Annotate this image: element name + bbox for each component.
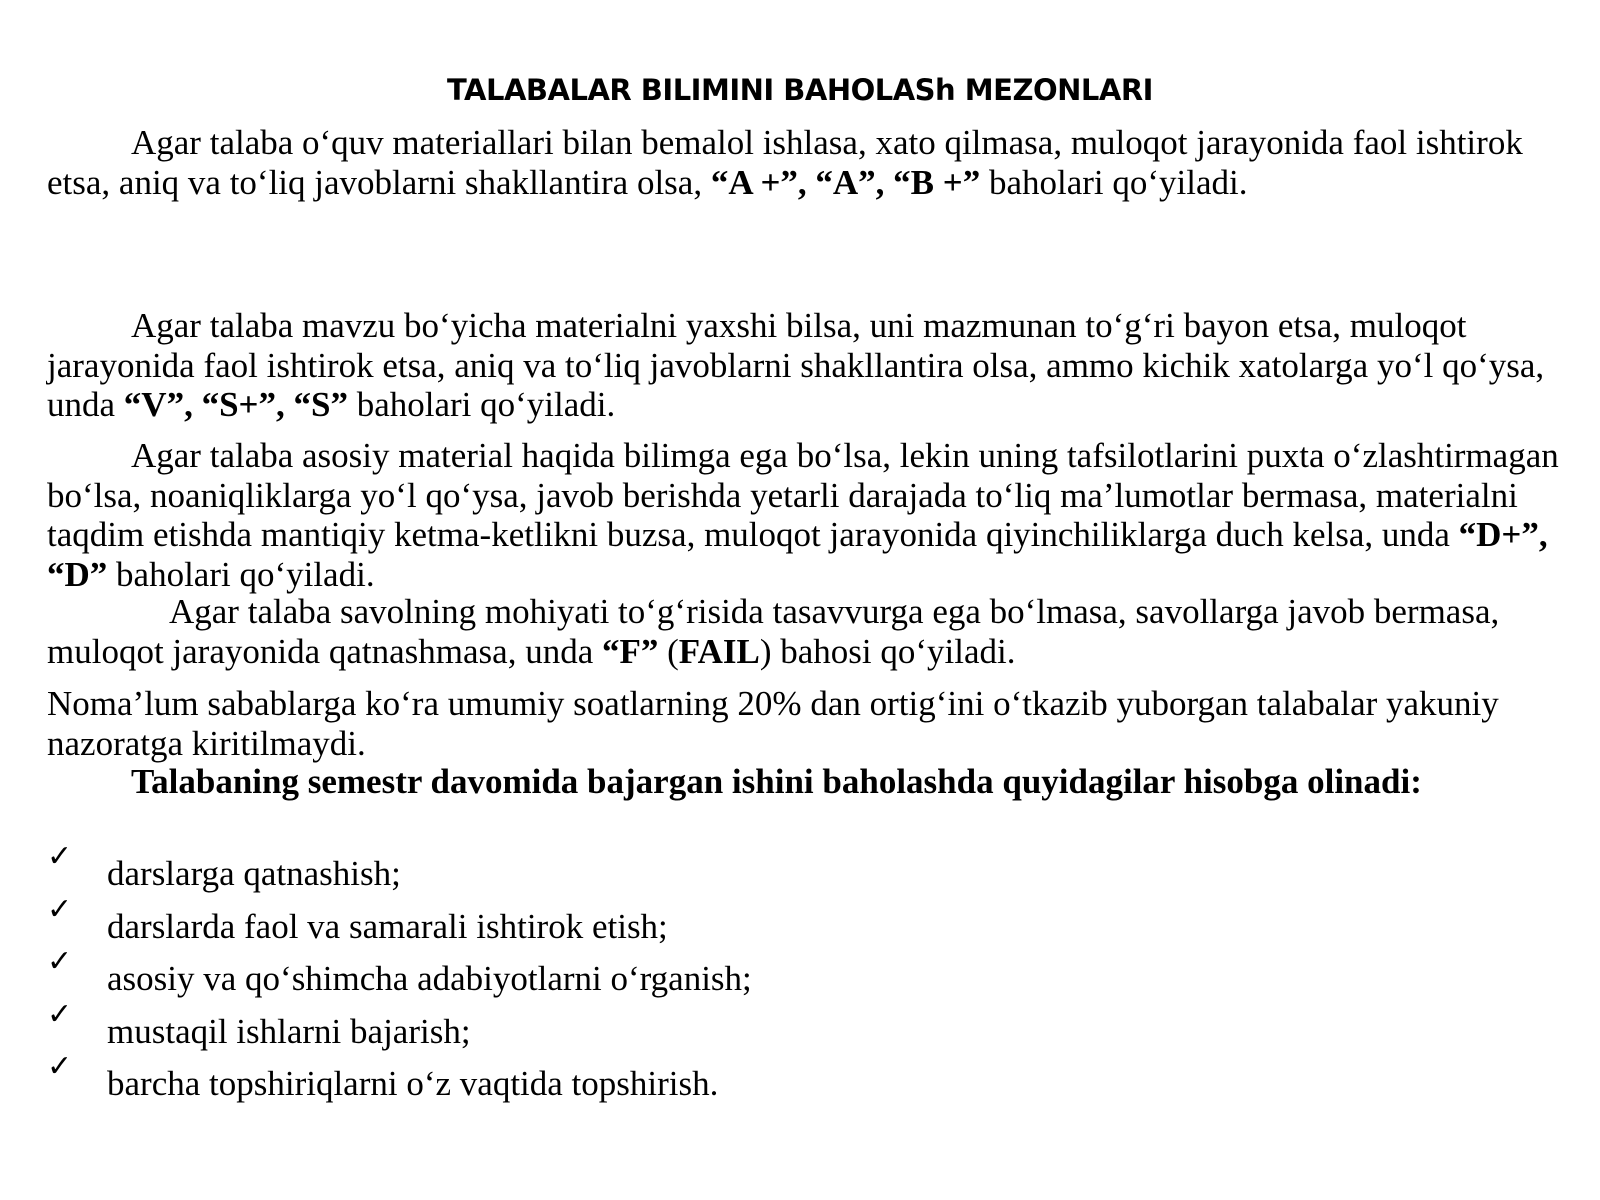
list-item-label: barcha topshiriqlarni o‘z vaqtida topshirish.	[107, 1064, 719, 1103]
paragraph-text: (	[658, 631, 679, 671]
paragraph-text: baholari qo‘yiladi.	[107, 554, 375, 594]
checklist-heading: Talabaning semestr davomida bajargan ishini baholashda quyidagilar hisobga olinadi:	[131, 762, 1422, 801]
criteria-paragraph-a-grades	[47, 123, 1567, 202]
paragraph-text: baholari qo‘yiladi.	[980, 162, 1248, 202]
list-item-label: mustaqil ishlarni bajarish;	[107, 1011, 471, 1051]
list-item-label: asosiy va qo‘shimcha adabiyotlarni o‘rganish;	[107, 959, 752, 998]
page-title: TALABALAR BILIMINI BAHOLASh MEZONLARI	[447, 73, 1153, 107]
paragraph-text: baholari qo‘yiladi.	[347, 385, 616, 424]
grade-labels: “V”, “S+”, “S”	[123, 385, 348, 424]
checkmark-icon: ✓	[47, 996, 73, 1032]
paragraph-text: Agar talaba mavzu bo‘yicha materialni yaxshi bilsa, uni mazmunan to‘g‘ri bayon etsa, muloqot jarayonida faol ishtirok etsa, aniq va to‘liq javoblarni shakllantira olsa, ammo kichik xatolarga yo‘l qo‘ysa, unda	[47, 306, 1545, 424]
attendance-rule-paragraph: Noma’lum sabablarga ko‘ra umumiy soatlarning 20% dan ortig‘ini o‘tkazib yuborgan talabalar yakuniy nazoratga kiritilmaydi.	[47, 684, 1499, 763]
grade-fail-label: FAIL	[678, 631, 760, 671]
list-item-label: darslarga qatnashish;	[107, 854, 401, 893]
checkmark-icon: ✓	[47, 1049, 73, 1084]
paragraph-text: Agar talaba asosiy material haqida bilimga ega bo‘lsa, lekin uning tafsilotlarini puxta o‘zlashtirmagan bo‘lsa, noaniqliklarga yo‘l qo‘ysa, javob berishda yetarli darajada to‘liq ma’lumotlar bermasa, materialni taqdim etishda mantiqiy ketma-ketlikni buzsa, muloqot jarayonida qiyinchiliklarga duch kelsa, unda	[47, 436, 1559, 554]
criteria-paragraph-v-grades	[47, 306, 1567, 425]
list-item	[47, 891, 1447, 954]
grade-labels: “F”	[602, 631, 659, 671]
criteria-paragraph-f-grade	[47, 592, 1567, 671]
criteria-paragraph-d-grades	[47, 436, 1567, 594]
list-item	[47, 944, 1447, 1006]
paragraph-text: ) bahosi qo‘yiladi.	[759, 631, 1016, 671]
list-item	[47, 1049, 1447, 1111]
list-item	[47, 996, 1447, 1059]
list-item-label: darslarda faol va samarali ishtirok etish;	[107, 906, 668, 946]
checkmark-icon: ✓	[47, 944, 73, 979]
list-item	[47, 839, 1447, 901]
checklist	[47, 839, 1447, 1111]
checkmark-icon: ✓	[47, 891, 73, 927]
grade-labels: “D+”, “D”	[47, 515, 1548, 594]
grade-labels: “A +”, “A”, “B +”	[710, 162, 981, 202]
paragraph-text: Agar talaba savolning mohiyati to‘g‘risida tasavvurga ega bo‘lmasa, savollarga javob bermasa, muloqot jarayonida qatnashmasa, unda	[47, 592, 1500, 671]
checkmark-icon: ✓	[47, 839, 73, 874]
paragraph-text: Agar talaba o‘quv materiallari bilan bemalol ishlasa, xato qilmasa, muloqot jarayonida faol ishtirok etsa, aniq va to‘liq javoblarni shakllantira olsa,	[47, 123, 1523, 202]
